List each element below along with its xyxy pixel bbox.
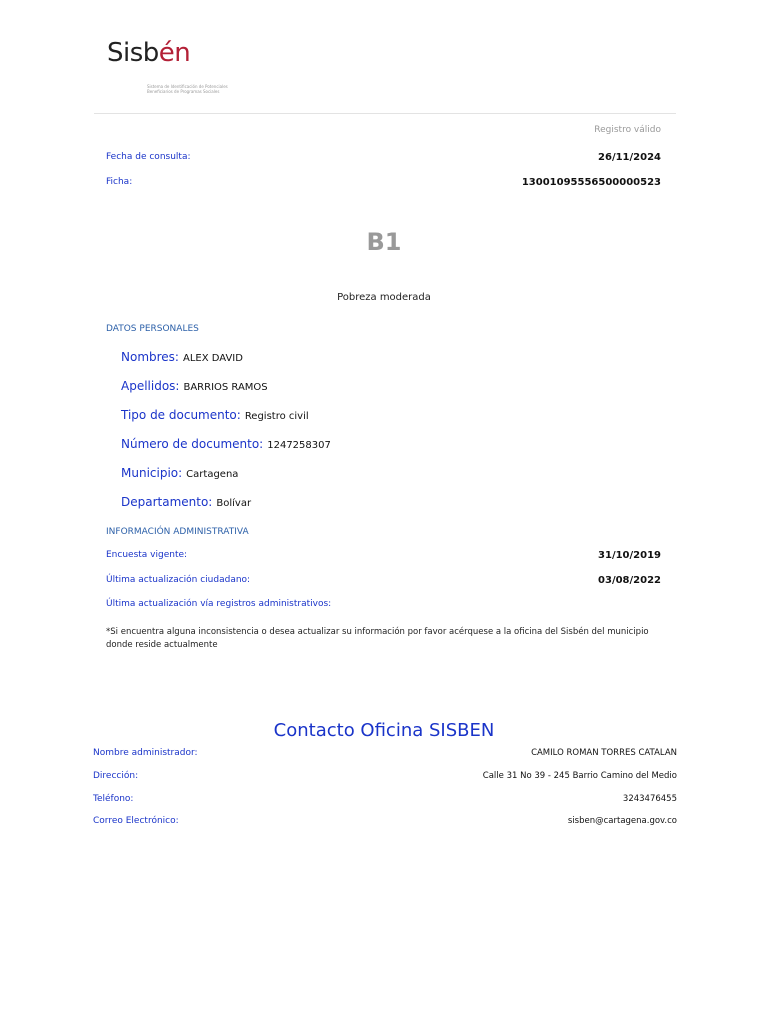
- fecha-consulta-value: 26/11/2024: [598, 152, 661, 163]
- logo-tagline: Sistema de Identificación de Potenciales Beneficiarios de Programas Sociales: [147, 84, 228, 94]
- correo-label: Correo Electrónico:: [93, 816, 179, 826]
- header-divider: [94, 113, 676, 114]
- info-administrativa-title: INFORMACIÓN ADMINISTRATIVA: [106, 527, 249, 537]
- actualizacion-registros-label: Última actualización vía registros administrativos:: [106, 599, 332, 609]
- ficha-label: Ficha:: [106, 177, 133, 187]
- field-label: Apellidos:: [121, 379, 180, 393]
- sisben-group: B1: [366, 228, 402, 256]
- nombre-administrador-label: Nombre administrador:: [93, 748, 198, 758]
- telefono-label: Teléfono:: [93, 794, 134, 804]
- field-value: BARRIOS RAMOS: [183, 382, 268, 393]
- field-value: Cartagena: [186, 469, 239, 480]
- field-label: Departamento:: [121, 495, 213, 509]
- registro-status: Registro válido: [594, 125, 661, 135]
- actualizacion-ciudadano-value: 03/08/2022: [598, 575, 661, 586]
- sisben-group-description: Pobreza moderada: [337, 292, 431, 303]
- datos-personales-title: DATOS PERSONALES: [106, 324, 199, 334]
- sisben-logo: [107, 38, 228, 98]
- field-label: Tipo de documento:: [121, 408, 241, 422]
- fecha-consulta-label: Fecha de consulta:: [106, 152, 191, 162]
- field-value: Bolívar: [216, 498, 252, 509]
- encuesta-vigente-label: Encuesta vigente:: [106, 550, 188, 560]
- notice-text: *Si encuentra alguna inconsistencia o desea actualizar su información por favor acérquese a la oficina del Sisbén del municipio donde reside actualmente: [106, 627, 649, 650]
- ficha-value: 13001095556500000523: [521, 177, 661, 188]
- direccion-label: Dirección:: [93, 771, 139, 781]
- field-municipio: [121, 462, 238, 481]
- field-tipo-documento: [121, 404, 309, 423]
- field-label: Número de documento:: [121, 437, 264, 451]
- logo-text-accent: én: [158, 38, 191, 68]
- field-label: Nombres:: [121, 350, 179, 364]
- logo-text: Sisb: [107, 38, 159, 68]
- contacto-title: Contacto Oficina SISBEN: [273, 720, 495, 741]
- direccion-value: Calle 31 No 39 - 245 Barrio Camino del Medio: [482, 771, 677, 781]
- nombre-administrador-value: CAMILO ROMAN TORRES CATALAN: [531, 748, 677, 758]
- field-value: ALEX DAVID: [182, 353, 243, 364]
- field-value: 1247258307: [267, 440, 331, 451]
- field-label: Municipio:: [121, 466, 183, 480]
- encuesta-vigente-value: 31/10/2019: [598, 550, 661, 561]
- field-apellidos: [121, 375, 268, 394]
- telefono-value: 3243476455: [622, 794, 677, 804]
- field-departamento: [121, 491, 251, 510]
- field-value: Registro civil: [244, 411, 309, 422]
- actualizacion-ciudadano-label: Última actualización ciudadano:: [106, 575, 251, 585]
- field-numero-documento: [121, 433, 331, 452]
- field-nombres: [121, 346, 243, 365]
- correo-value[interactable]: sisben@cartagena.gov.co: [567, 816, 677, 826]
